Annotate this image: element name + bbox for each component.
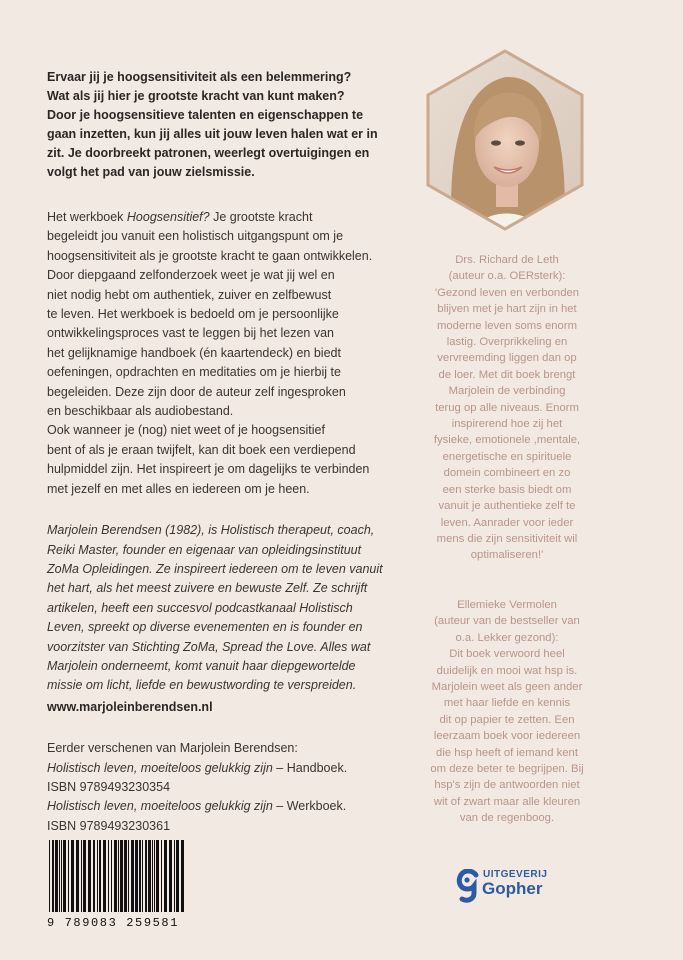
quote-line: blijven met je hart zijn in het: [437, 303, 577, 316]
quote-line: terug op alle niveaus. Enorm: [435, 401, 579, 414]
intro-line: Wat als jij hier je grootste kracht van kunt maken?: [47, 89, 345, 103]
earlier-book-1: [47, 759, 407, 778]
barcode-bar: [142, 840, 143, 912]
barcode-bar: [148, 840, 151, 912]
bio-line: Marjolein Berendsen (1982), is Holistisch therapeut, coach,: [47, 523, 375, 538]
publisher-prefix: UITGEVERIJ: [483, 869, 548, 880]
barcode-bar: [61, 840, 62, 912]
body-line: het gelijknamige handboek (én kaartendeck) en biedt: [47, 345, 341, 360]
bio-line: missie om licht, liefde en bewustwording te verspreiden.: [47, 678, 357, 693]
book-2-isbn: ISBN 9789493230361: [47, 818, 171, 833]
author-website: www.marjoleinberendsen.nl: [47, 699, 213, 714]
intro-line: zit. Je doorbreekt patronen, weerlegt overtuigingen en: [47, 146, 370, 160]
quote-line: mens die zijn sensitiviteit wil: [436, 532, 578, 545]
body-line: Door diepgaand zelfonderzoek weet je wat jij wel en: [47, 268, 335, 283]
barcode-bar: [55, 840, 58, 912]
body-line: met jezelf en met alles en iedereen om je heen.: [47, 481, 310, 496]
barcode-bar: [156, 840, 159, 912]
quote-line: wit of zwart maar alle kleuren: [433, 795, 581, 808]
quote-line: Drs. Richard de Leth: [455, 254, 559, 266]
description-paragraph: [47, 208, 407, 499]
publisher-name: Gopher: [482, 879, 543, 898]
barcode-bar: [52, 840, 54, 912]
barcode-digits: 9 789083 259581: [47, 916, 180, 930]
body-line: te leven. Het werkboek is bedoeld om je persoonlijke: [47, 307, 339, 322]
barcode-bar: [145, 840, 147, 912]
quote-line: de loer. Met dit boek brengt: [438, 368, 576, 381]
book-1-isbn: ISBN 9789493230354: [47, 779, 171, 794]
quote-line: vanuit je authentieke zelf te: [438, 500, 576, 513]
barcode-bar: [114, 840, 117, 912]
barcode-bar: [154, 840, 155, 912]
quote-line: o.a. Lekker gezond):: [455, 631, 559, 644]
bio-line: Reiki Master, founder en eigenaar van opleidingsinstituut: [47, 542, 362, 557]
barcode-bar: [83, 840, 86, 912]
quote-line: hsp's zijn de antwoorden niet: [434, 779, 580, 792]
body-line: begeleidt jou vanuit een holistisch uitgangspunt om je: [47, 229, 344, 244]
quote-line: Marjolein weet als geen ander: [431, 681, 583, 694]
barcode-bar: [118, 840, 119, 912]
author-bio: [47, 521, 407, 696]
barcode-bar: [128, 840, 129, 912]
intro-line: Door je hoogsensitieve talenten en eigenschappen te: [47, 108, 364, 122]
barcode-bar: [99, 840, 101, 912]
barcode-bar: [161, 840, 162, 912]
quote-line: dit op papier te zetten. Een: [439, 713, 575, 726]
earlier-book-2: [47, 797, 407, 816]
barcode-bar: [108, 840, 109, 912]
barcode-bar: [120, 840, 123, 912]
body-line: Ook wanneer je (nog) niet weet of je hoogsensitief: [47, 423, 325, 438]
body-line: hoogsensitiviteit als je grootste kracht te gaan ontwikkelen.: [47, 248, 373, 263]
quote-line: domein combineert en zo: [443, 467, 571, 480]
body-line: en beschikbaar als audiobestand.: [47, 404, 234, 419]
barcode-bar: [59, 840, 60, 912]
bio-line: Marjolein onderneemt, komt vanuit haar diepgewortelde: [47, 658, 356, 673]
barcode-bar: [169, 840, 172, 912]
barcode-bar: [63, 840, 66, 912]
body-line: [47, 208, 407, 227]
earlier-published: [47, 739, 407, 836]
quote-line: om deze beter te begrijpen. Bij: [430, 763, 584, 776]
barcode-bar: [174, 840, 175, 912]
intro-line: gaan inzetten, kun jij alles uit jouw leven halen wat er in: [47, 127, 378, 141]
bio-line: voorzitster van Stichting ZoMa, Spread the Love. Alles wat: [47, 639, 371, 654]
author-photo: [422, 47, 588, 233]
body-line: hulpmiddel zijn. Het inspireert je om dagelijks te verbinden: [47, 462, 370, 477]
barcode-bar: [111, 840, 112, 912]
intro-line: volgt het pad van jouw zielsmissie.: [47, 165, 255, 179]
earlier-heading: Eerder verschenen van Marjolein Berendsen:: [47, 741, 298, 756]
quote-line: lastig. Overprikkeling en: [446, 336, 568, 349]
bio-line: het hart, als het meest zuivere en bewuste Zelf. Ze schrijft: [47, 581, 368, 596]
quote-richard-de-leth: [415, 252, 599, 564]
quote-line: 'Gezond leven en verbonden: [434, 286, 580, 299]
quote-line: met haar liefde en kennis: [443, 697, 571, 710]
body-line: begeleiden. Deze zijn door de auteur zelf ingesproken: [47, 384, 346, 399]
quote-line: een sterke basis biedt om: [442, 483, 572, 496]
gopher-g-icon: [456, 869, 480, 905]
quote-line: leven. Aanrader voor ieder: [440, 516, 574, 529]
barcode-bar: [181, 840, 184, 912]
body-line: ontwikkelingsproces vast te leggen bij het lezen van: [47, 326, 334, 341]
barcode-bar: [131, 840, 134, 912]
back-cover-text: [47, 68, 407, 836]
body-text-span: Het werkboek: [47, 210, 127, 224]
quote-line: van de regenboog.: [459, 812, 555, 825]
book-1-type: – Handboek.: [272, 760, 348, 775]
barcode-bar: [152, 840, 153, 912]
bio-line: ZoMa Opleidingen. Ze inspireert iedereen om te leven vanuit: [47, 561, 383, 576]
intro-paragraph: [47, 68, 407, 182]
body-line: bent of als je eraan twijfelt, kan dit boek een verdiepend: [47, 442, 356, 457]
quote-line: (auteur van de bestseller van: [434, 615, 580, 628]
publisher-logo: [456, 867, 566, 907]
book-1-title: Holistisch leven, moeiteloos gelukkig zijn: [47, 760, 273, 775]
body-text-span: Je grootste kracht: [209, 210, 313, 224]
barcode-bar: [49, 840, 50, 912]
barcode-bars: [47, 840, 185, 912]
quote-line: (auteur o.a. OERsterk):: [448, 270, 566, 283]
quote-line: leerzaam boek voor iedereen: [433, 730, 581, 743]
barcode-bar: [103, 840, 106, 912]
barcode-bar: [139, 840, 141, 912]
bio-line: artikelen, heeft een succesvol podcastkanaal Holistisch: [47, 600, 353, 615]
book-title-italic: Hoogsensitief?: [126, 210, 210, 224]
book-2-type: – Werkboek.: [272, 799, 347, 814]
quote-line: Dit boek verwoord heel: [449, 648, 565, 661]
quote-line: moderne leven soms enorm: [436, 319, 578, 332]
barcode-bar: [76, 840, 79, 912]
quote-line: Marjolein de verbinding: [448, 385, 566, 398]
book-2-title: Holistisch leven, moeiteloos gelukkig zijn: [47, 799, 273, 814]
barcode-bar: [71, 840, 74, 912]
barcode-bar: [124, 840, 127, 912]
barcode-bar: [93, 840, 95, 912]
barcode-bar: [135, 840, 138, 912]
intro-line: Ervaar jij je hoogsensitiviteit als een belemmering?: [47, 70, 352, 84]
quote-line: Ellemieke Vermolen: [457, 599, 557, 611]
bio-line: Leven, spreekt op diverse evenementen en is founder en: [47, 620, 363, 635]
body-line: niet nodig hebt om authentiek, zuiver en zelfbewust: [47, 287, 332, 302]
quote-line: fysieke, emotionele ,mentale,: [433, 434, 581, 447]
quote-line: vervreemding liggen dan op: [437, 352, 577, 365]
barcode-bar: [97, 840, 98, 912]
quote-line: duidelijk en mooi wat hsp is.: [436, 664, 578, 677]
quote-line: die hsp heeft of iemand kent: [436, 746, 578, 759]
barcode: [47, 840, 185, 935]
barcode-bar: [81, 840, 82, 912]
body-line: oefeningen, opdrachten en meditaties om je hierbij te: [47, 365, 341, 380]
barcode-bar: [88, 840, 91, 912]
barcode-bar: [68, 840, 69, 912]
quote-line: optimaliseren!': [470, 549, 544, 562]
barcode-bar: [164, 840, 167, 912]
quote-line: inspirerend hoe zij het: [451, 418, 563, 431]
quote-line: energetische en spirituele: [442, 450, 572, 463]
barcode-bar: [176, 840, 179, 912]
quote-ellemieke-vermolen: [415, 597, 599, 827]
